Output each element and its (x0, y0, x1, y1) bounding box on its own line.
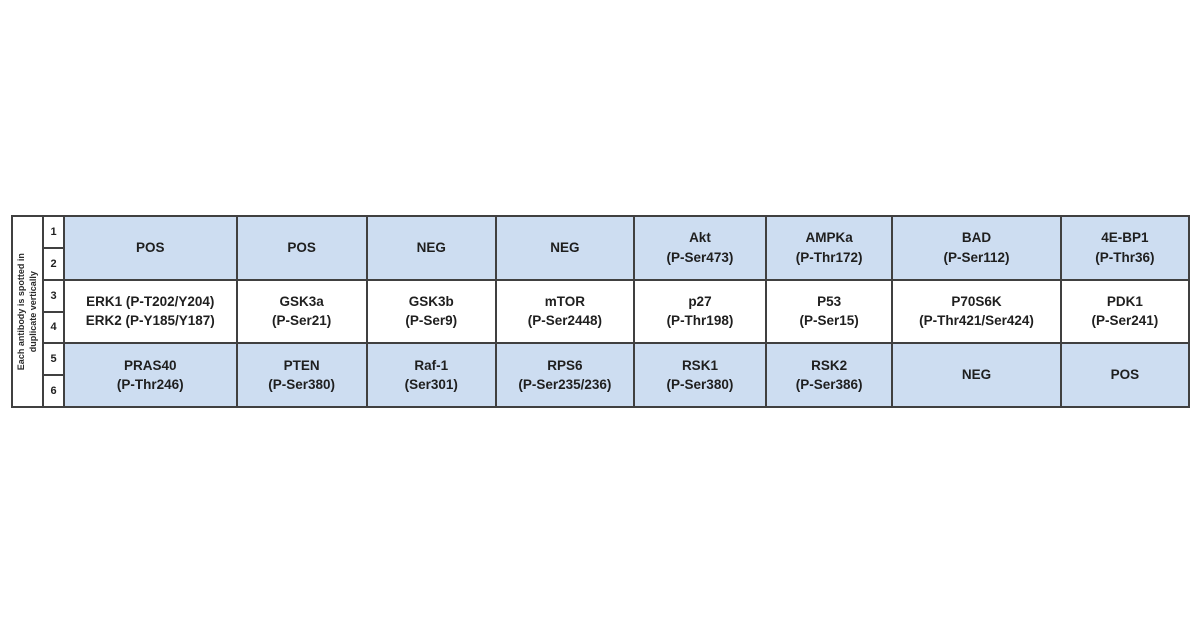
array-cell-p27: p27 (P-Thr198) (635, 281, 765, 343)
array-cell-gsk3a: GSK3a (P-Ser21) (238, 281, 366, 343)
array-cell-p53: P53 (P-Ser15) (767, 281, 891, 343)
row-number-3: 3 (44, 281, 63, 311)
array-cell-p70s6k: P70S6K (P-Thr421/Ser424) (893, 281, 1060, 343)
row-number-2: 2 (44, 249, 63, 279)
antibody-array-map (11, 215, 1190, 408)
row-number-5: 5 (44, 344, 63, 374)
array-cell-4e-bp1: 4E-BP1 (P-Thr36) (1062, 217, 1188, 279)
array-cell-pras40: PRAS40 (P-Thr246) (65, 344, 236, 406)
array-cell-pos-2: POS (238, 217, 366, 279)
array-cell-erk1-erk2: ERK1 (P-T202/Y204) ERK2 (P-Y185/Y187) (65, 281, 236, 343)
array-cell-pos-3: POS (1062, 344, 1188, 406)
array-cell-ampka: AMPKa (P-Thr172) (767, 217, 891, 279)
array-cell-pten: PTEN (P-Ser380) (238, 344, 366, 406)
duplicate-note (13, 217, 42, 406)
row-number-1: 1 (44, 217, 63, 247)
array-cell-neg-3: NEG (893, 344, 1060, 406)
array-cell-neg-1: NEG (368, 217, 495, 279)
array-grid (11, 215, 1190, 408)
array-cell-bad: BAD (P-Ser112) (893, 217, 1060, 279)
array-cell-mtor: mTOR (P-Ser2448) (497, 281, 633, 343)
array-cell-raf-1: Raf-1 (Ser301) (368, 344, 495, 406)
array-cell-gsk3b: GSK3b (P-Ser9) (368, 281, 495, 343)
note-line-2: duplicate vertically (27, 270, 38, 353)
note-line-1: Each antibody is spotted in (15, 252, 26, 371)
array-cell-rsk2: RSK2 (P-Ser386) (767, 344, 891, 406)
array-cell-pdk1: PDK1 (P-Ser241) (1062, 281, 1188, 343)
duplicate-note-text (16, 253, 39, 370)
array-cell-rps6: RPS6 (P-Ser235/236) (497, 344, 633, 406)
array-cell-pos-1: POS (65, 217, 236, 279)
array-cell-neg-2: NEG (497, 217, 633, 279)
row-number-6: 6 (44, 376, 63, 406)
array-cell-akt: Akt (P-Ser473) (635, 217, 765, 279)
row-number-4: 4 (44, 313, 63, 343)
array-cell-rsk1: RSK1 (P-Ser380) (635, 344, 765, 406)
